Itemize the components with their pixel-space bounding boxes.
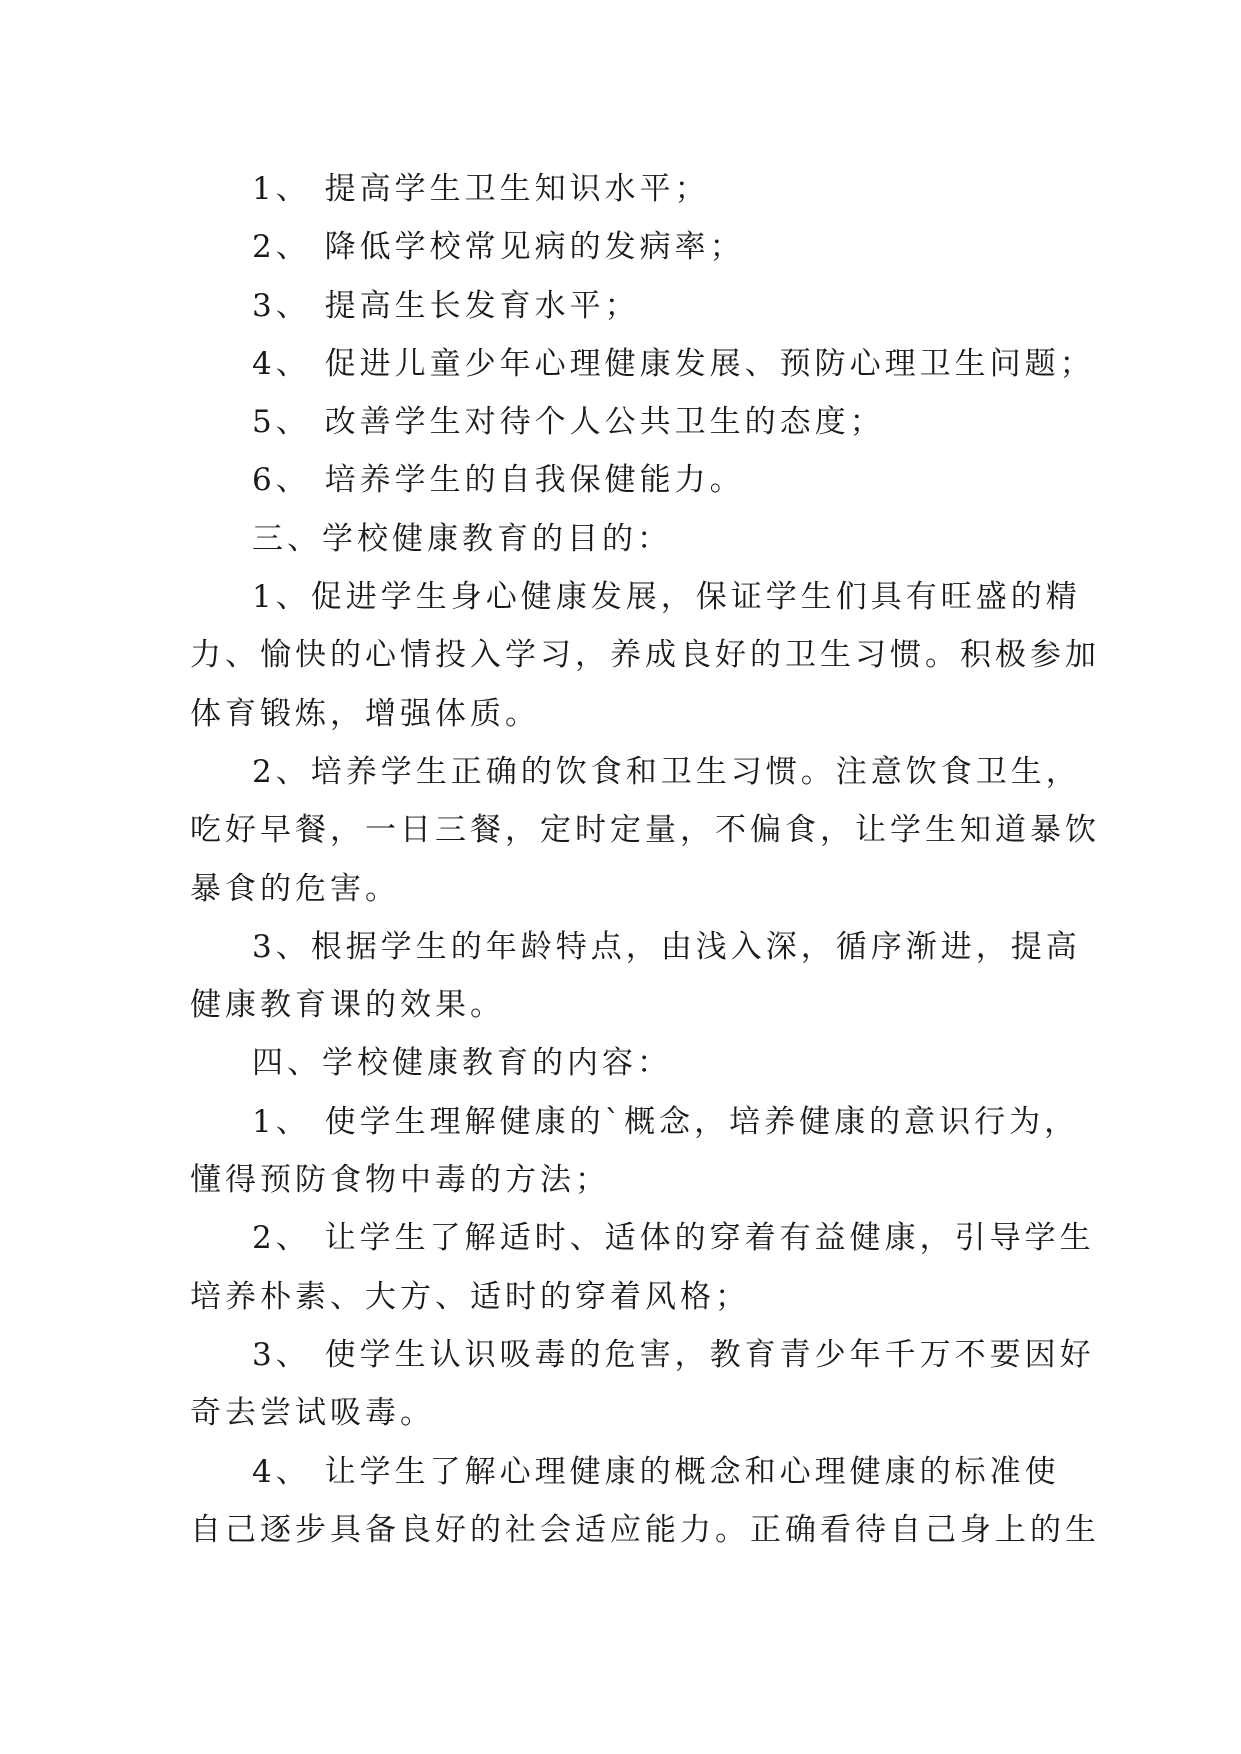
text-line: 奇去尝试吸毒。	[190, 1395, 435, 1432]
text-line: 培养朴素、大方、适时的穿着风格；	[190, 1278, 750, 1315]
section-heading: 三、学校健康教育的目的：	[252, 520, 672, 557]
text-line: 暴食的危害。	[190, 870, 400, 907]
text-line: 自己逐步具备良好的社会适应能力。正确看待自己身上的生	[190, 1511, 1100, 1548]
text-line: 1、 使学生理解健康的`概念，培养健康的意识行为，	[252, 1103, 1080, 1140]
text-line: 2、 降低学校常见病的发病率；	[252, 229, 745, 266]
text-line: 吃好早餐，一日三餐，定时定量，不偏食，让学生知道暴饮	[190, 812, 1100, 849]
text-line: 1、促进学生身心健康发展，保证学生们具有旺盛的精	[252, 579, 1081, 616]
text-line: 2、 让学生了解适时、适体的穿着有益健康，引导学生	[252, 1220, 1095, 1257]
text-line: 4、 促进儿童少年心理健康发展、预防心理卫生问题；	[252, 345, 1095, 382]
text-line: 4、 让学生了解心理健康的概念和心理健康的标准使	[252, 1453, 1060, 1490]
text-line: 6、 培养学生的自我保健能力。	[252, 462, 745, 499]
text-line: 懂得预防食物中毒的方法；	[190, 1162, 610, 1199]
text-line: 2、培养学生正确的饮食和卫生习惯。注意饮食卫生，	[252, 753, 1081, 790]
text-line: 3、根据学生的年龄特点，由浅入深，循序渐进，提高	[252, 928, 1081, 965]
text-line: 5、 改善学生对待个人公共卫生的态度；	[252, 404, 885, 441]
text-line: 力、愉快的心情投入学习，养成良好的卫生习惯。积极参加	[190, 637, 1100, 674]
text-line: 体育锻炼，增强体质。	[190, 695, 540, 732]
section-heading: 四、学校健康教育的内容：	[252, 1045, 672, 1082]
text-line: 1、 提高学生卫生知识水平；	[252, 171, 710, 207]
text-line: 健康教育课的效果。	[190, 987, 505, 1024]
document-body	[190, 160, 1100, 1559]
text-line: 3、 使学生认识吸毒的危害，教育青少年千万不要因好	[252, 1336, 1095, 1373]
text-line: 3、 提高生长发育水平；	[252, 287, 640, 324]
